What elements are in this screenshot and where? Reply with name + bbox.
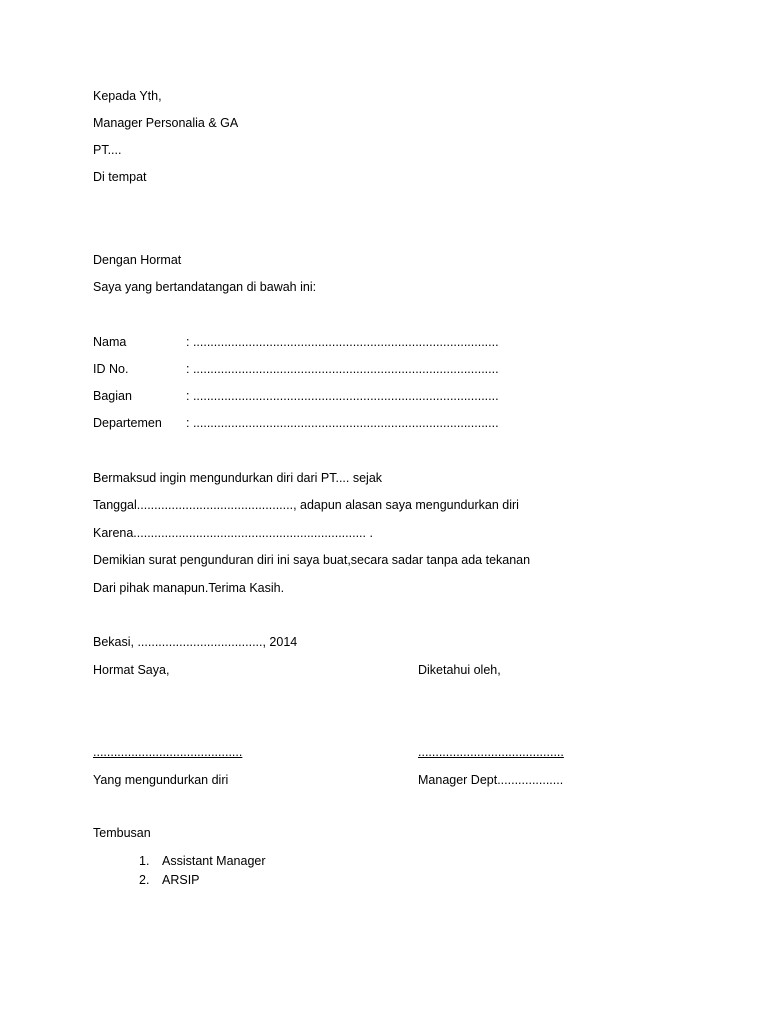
field-label-departemen: Departemen: [93, 416, 162, 430]
field-label-nama: Nama: [93, 335, 127, 349]
greeting: Dengan Hormat: [93, 253, 182, 267]
date-line: Bekasi, ...................................., 2014: [93, 635, 298, 649]
cc-item-text: ARSIP: [162, 873, 200, 887]
field-value-bagian: : ........................................................................................: [186, 389, 499, 403]
body-line-5: Dari pihak manapun.Terima Kasih.: [93, 581, 285, 595]
address-place: Di tempat: [93, 170, 147, 184]
signature-left-caption: Yang mengundurkan diri: [93, 773, 229, 787]
address-to: Kepada Yth,: [93, 89, 162, 103]
field-value-departemen: : ........................................................................................: [186, 416, 499, 430]
body-line-4: Demikian surat pengunduran diri ini saya buat,secara sadar tanpa ada tekanan: [93, 553, 531, 567]
body-line-3: Karena................................................................... .: [93, 526, 373, 540]
signature-right-heading: Diketahui oleh,: [418, 663, 501, 677]
body-line-1: Bermaksud ingin mengundurkan diri dari PT.... sejak: [93, 471, 383, 485]
cc-item-text: Assistant Manager: [162, 854, 266, 868]
signature-right-line: ..........................................: [418, 745, 564, 759]
signature-left-heading: Hormat Saya,: [93, 663, 170, 677]
cc-item-number: 1.: [139, 854, 150, 868]
body-line-2: Tanggal............................................., adapun alasan saya mengundurkan diri: [93, 498, 519, 512]
signature-right-caption: Manager Dept...................: [418, 773, 564, 787]
address-recipient: Manager Personalia & GA: [93, 116, 239, 130]
field-label-bagian: Bagian: [93, 389, 132, 403]
signature-left-line: ...........................................: [93, 745, 243, 759]
field-label-id: ID No.: [93, 362, 129, 376]
field-value-id: : ........................................................................................: [186, 362, 499, 376]
intro-text: Saya yang bertandatangan di bawah ini:: [93, 280, 317, 294]
cc-item-number: 2.: [139, 873, 150, 887]
field-value-nama: : ........................................................................................: [186, 335, 499, 349]
address-company: PT....: [93, 143, 122, 157]
cc-heading: Tembusan: [93, 826, 151, 840]
